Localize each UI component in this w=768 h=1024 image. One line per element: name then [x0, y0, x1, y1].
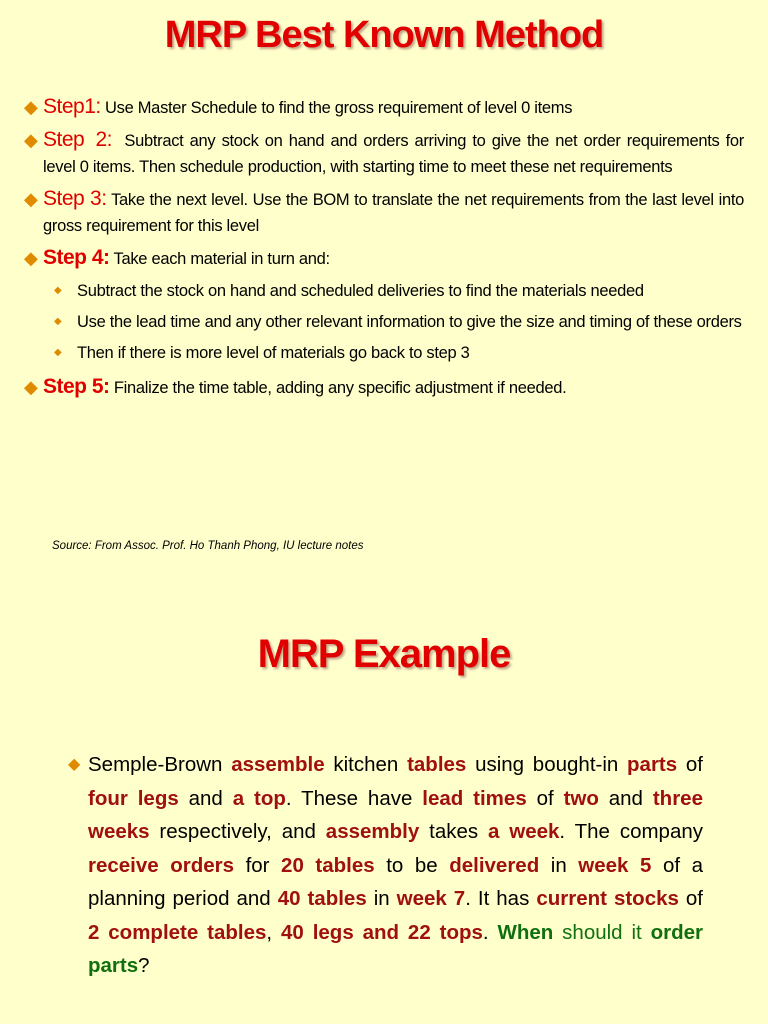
step-1: [24, 94, 744, 121]
sub-text: Use the lead time and any other relevant information to give the size and timing of these orders: [77, 313, 742, 331]
diamond-bullet-icon: ◆: [24, 97, 38, 117]
example-segment: 40 tables: [277, 887, 367, 910]
diamond-bullet-icon: ◆: [54, 347, 62, 358]
diamond-bullet-icon: ◆: [54, 285, 62, 296]
step-label: Step 4:: [43, 246, 110, 269]
example-segment: parts: [627, 753, 678, 776]
example-segment: takes: [419, 820, 488, 843]
example-segment: respectively, and: [149, 820, 326, 843]
diamond-bullet-icon: ◆: [24, 248, 38, 268]
sub-text: Then if there is more level of materials go back to step 3: [77, 344, 470, 362]
example-segment: delivered: [449, 853, 540, 877]
example-segment: assemble: [231, 753, 325, 776]
step-label: Step 5:: [43, 375, 110, 398]
example-segment: 2 complete tables: [88, 920, 267, 944]
step-4: [24, 245, 744, 272]
example-segment: of a planning period and: [88, 853, 703, 910]
sub-text: Subtract the stock on hand and scheduled deliveries to find the materials needed: [77, 282, 644, 300]
diamond-bullet-icon: ◆: [68, 756, 81, 773]
example-segment: kitchen: [324, 753, 408, 776]
source-note: Source: From Assoc. Prof. Ho Thanh Phong, IU lecture notes: [52, 540, 364, 552]
example-segment: in: [366, 887, 397, 910]
diamond-bullet-icon: ◆: [24, 130, 38, 150]
example-segment: in: [539, 853, 579, 877]
slide-mrp-example: [0, 590, 768, 1024]
step-5: [24, 374, 744, 401]
step-label: Step 3:: [43, 187, 107, 210]
example-segment: .: [482, 920, 498, 944]
diamond-bullet-icon: ◆: [54, 316, 62, 327]
slide1-title: MRP Best Known Method: [164, 14, 604, 56]
example-segment: week 5: [578, 853, 652, 877]
example-paragraph: [68, 748, 703, 983]
example-segment: assembly: [325, 820, 420, 843]
diamond-bullet-icon: ◆: [24, 189, 38, 209]
example-segment: using bought-in: [466, 753, 628, 776]
example-segment: ,: [266, 920, 282, 944]
step-text: Take each material in turn and:: [113, 250, 330, 268]
step-text: Use Master Schedule to find the gross requirement of level 0 items: [105, 99, 573, 117]
example-segment: and: [178, 786, 233, 810]
example-segment: and: [598, 786, 653, 810]
example-segment: for: [234, 853, 282, 877]
example-segment: should it: [553, 920, 651, 944]
example-text: [68, 748, 703, 983]
diamond-bullet-icon: ◆: [24, 377, 38, 397]
example-segment: four legs: [88, 786, 179, 810]
example-segment: 20 tables: [281, 853, 375, 877]
example-segment: of: [678, 887, 703, 910]
step-2: [24, 127, 744, 180]
step-4-sub-1: [24, 278, 744, 304]
slide2-title: MRP Example: [257, 632, 511, 676]
example-segment: a week: [488, 820, 560, 843]
example-segment: Semple-Brown: [88, 753, 232, 776]
example-segment: . These have: [285, 786, 423, 810]
step-label: Step1:: [43, 95, 101, 118]
example-segment: two: [563, 786, 599, 810]
example-segment: receive orders: [88, 853, 235, 877]
example-segment: a top: [232, 786, 286, 810]
step-4-sub-3: [24, 340, 744, 366]
step-text: Subtract any stock on hand and orders arriving to give the net order requirements for level 0 items. Then schedule production, with starting time to meet these net requirements: [43, 132, 744, 176]
example-segment: current stocks: [536, 887, 679, 910]
step-text: Finalize the time table, adding any specific adjustment if needed.: [113, 379, 567, 397]
example-segment: of: [677, 753, 704, 776]
example-segment: three weeks: [88, 786, 703, 843]
example-segment: ?: [138, 954, 150, 977]
example-segment: . It has: [465, 887, 537, 910]
step-text: Take the next level. Use the BOM to translate the net requirements from the last level into gross requirement for this level: [43, 191, 744, 235]
example-segment: order parts: [88, 920, 703, 977]
example-segment: lead times: [422, 786, 527, 810]
example-segment: of: [526, 786, 564, 810]
example-segment: to be: [374, 853, 450, 877]
example-segment: week 7: [396, 887, 466, 910]
step-3: [24, 186, 744, 239]
example-segment: 40 legs and 22 tops: [281, 920, 483, 944]
step-4-sub-2: [24, 309, 744, 335]
step-label: Step 2:: [43, 128, 112, 151]
example-segment: tables: [407, 753, 467, 776]
steps-list: [24, 94, 744, 407]
example-segment: . The company: [559, 820, 703, 843]
example-segment: When: [497, 920, 554, 944]
